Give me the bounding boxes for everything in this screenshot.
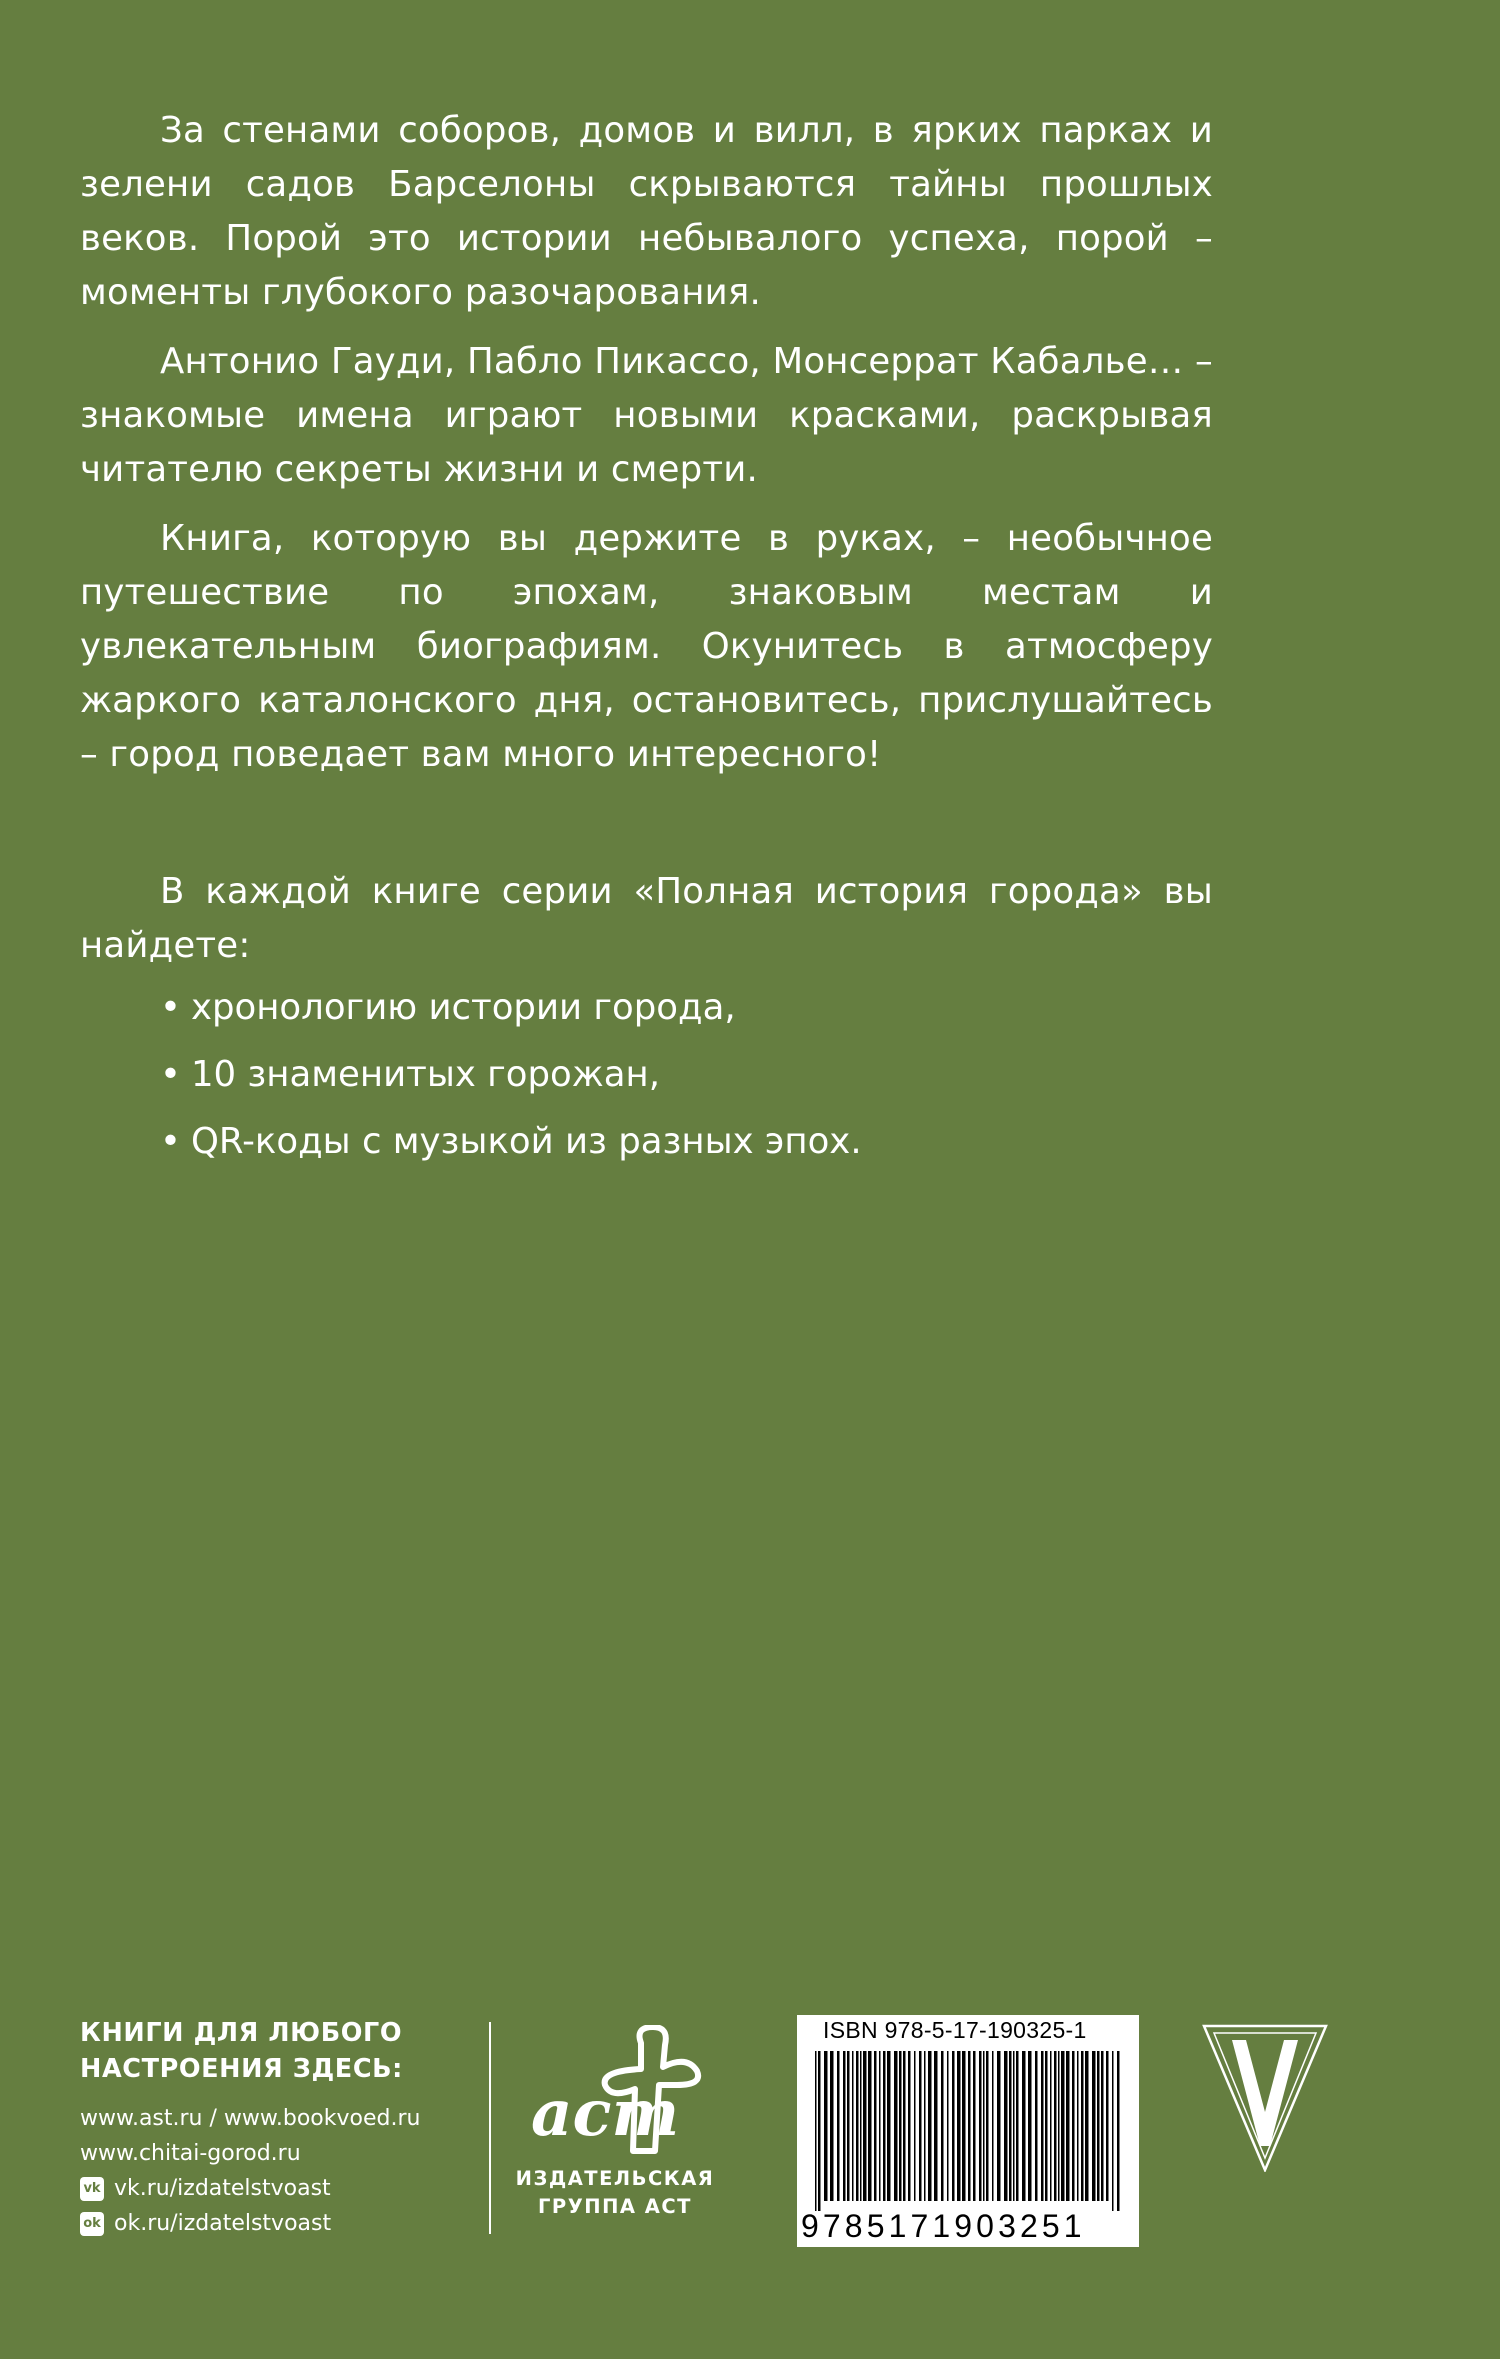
barcode-bar	[879, 2051, 881, 2201]
barcode-bar	[1035, 2051, 1038, 2201]
barcode-bar	[1072, 2051, 1075, 2201]
barcode-bar	[1061, 2051, 1065, 2201]
barcode-bar	[1085, 2051, 1089, 2201]
v-logo-icon	[1202, 2024, 1328, 2172]
publisher-logo	[515, 2025, 715, 2221]
barcode-bar	[962, 2051, 966, 2201]
barcode-bar	[1077, 2051, 1079, 2201]
barcode-bar	[883, 2051, 886, 2201]
ast-logo-icon	[523, 2025, 708, 2155]
barcode-bar	[1028, 2051, 1032, 2201]
links-heading	[80, 2015, 460, 2087]
barcode-bar	[934, 2051, 938, 2201]
barcode-bar	[997, 2051, 1001, 2201]
barcode-bar	[1054, 2051, 1057, 2201]
barcode-bar	[1045, 2051, 1048, 2201]
barcode-bar	[1092, 2051, 1096, 2201]
barcode-bar	[1101, 2051, 1104, 2201]
feature-text: QR-коды с музыкой из разных эпох.	[190, 1121, 862, 1162]
barcode-bar	[874, 2051, 877, 2201]
barcode-bar	[1013, 2051, 1015, 2201]
bullet-icon: •	[160, 987, 181, 1028]
publisher-links	[80, 2015, 460, 2241]
barcode-bar	[947, 2051, 949, 2201]
barcode-bar	[860, 2051, 862, 2201]
links-heading-line: КНИГИ ДЛЯ ЛЮБОГО	[80, 2018, 403, 2048]
barcode-bar	[1112, 2051, 1114, 2211]
feature-text: 10 знаменитых горожан,	[190, 1054, 661, 1095]
publisher-caption-line: ГРУППА АСТ	[538, 2195, 692, 2218]
barcode-bar	[843, 2051, 846, 2201]
barcode-bar	[1022, 2051, 1026, 2201]
bullet-icon: •	[160, 1054, 181, 1095]
barcode-bar	[894, 2051, 898, 2201]
barcode-bar	[908, 2051, 911, 2201]
barcode-bar	[887, 2051, 891, 2201]
vk-icon: vk	[80, 2177, 104, 2201]
vk-link-row[interactable]	[80, 2171, 460, 2206]
barcode-bar	[1058, 2051, 1060, 2201]
links-heading-line: НАСТРОЕНИЯ ЗДЕСЬ:	[80, 2054, 403, 2084]
list-item	[160, 981, 1213, 1035]
isbn-label: ISBN 978-5-17-190325-1	[823, 2017, 1087, 2043]
barcode-bar	[830, 2051, 834, 2201]
barcode-bar	[914, 2051, 916, 2201]
bullet-icon: •	[160, 1121, 181, 1162]
divider	[489, 2022, 491, 2234]
feature-list	[80, 981, 1213, 1169]
barcode-bar	[847, 2051, 850, 2201]
barcode-bar	[979, 2051, 982, 2201]
logo-text: аст	[531, 2076, 680, 2151]
list-item	[160, 1115, 1213, 1169]
vk-link[interactable]: vk.ru/izdatelstvoast	[114, 2176, 331, 2201]
barcode-bar	[924, 2051, 926, 2201]
barcode-bar	[1117, 2051, 1120, 2211]
description-paragraph: Антонио Гауди, Пабло Пикассо, Монсеррат Кабалье… – знакомые имена играют новыми красками, раскрывая читателю секреты жизни и смерти.	[80, 341, 1213, 490]
barcode-bar	[986, 2051, 989, 2201]
barcode-bar	[1066, 2051, 1070, 2201]
description-paragraph: За стенами соборов, домов и вилл, в ярких парках и зелени садов Барселоны скрываются тайны прошлых веков. Порой это истории небывалого успеха, порой – моменты глубокого разочарования.	[80, 110, 1213, 313]
website-links[interactable]: www.ast.ru / www.bookvoed.ru	[80, 2106, 421, 2131]
barcode-bar	[941, 2051, 944, 2201]
description-paragraph: Книга, которую вы держите в руках, – необычное путешествие по эпохам, знаковым местам и увлекательным биографиям. Окунитесь в атмосферу жаркого каталонского дня, остановитесь, прислушайтесь – город поведает вам много интересного!	[80, 518, 1213, 775]
barcode-bar	[968, 2051, 971, 2201]
back-cover-text	[80, 104, 1213, 1182]
barcode-bar	[868, 2051, 872, 2201]
barcode-bar	[1004, 2051, 1008, 2201]
barcode-bar	[983, 2051, 985, 2201]
barcode-bar	[863, 2051, 867, 2201]
barcode-bar	[852, 2051, 854, 2201]
publisher-caption-line: ИЗДАТЕЛЬСКАЯ	[515, 2167, 715, 2190]
barcode-bar	[952, 2051, 955, 2201]
barcode-bar	[1041, 2051, 1044, 2201]
ok-icon: ok	[80, 2212, 104, 2236]
barcode-bar	[919, 2051, 922, 2201]
barcode-bar	[973, 2051, 976, 2201]
barcode-bar	[992, 2051, 994, 2201]
isbn-barcode	[797, 2015, 1139, 2247]
barcode-digits: 9785171903251	[801, 2208, 1086, 2244]
barcode-bars	[815, 2051, 1121, 2211]
barcode-bar	[1009, 2051, 1012, 2201]
barcode-bar	[1106, 2051, 1109, 2201]
barcode-bar	[957, 2051, 961, 2201]
ok-link-row[interactable]	[80, 2206, 460, 2241]
barcode-bar	[899, 2051, 902, 2201]
ok-link[interactable]: ok.ru/izdatelstvoast	[114, 2211, 332, 2236]
barcode-bar	[837, 2051, 840, 2201]
website-link[interactable]: www.chitai-gorod.ru	[80, 2141, 301, 2166]
series-intro: В каждой книге серии «Полная история города» вы найдете:	[80, 871, 1213, 966]
feature-text: хронологию истории города,	[190, 987, 736, 1028]
publisher-caption	[515, 2165, 715, 2221]
list-item	[160, 1048, 1213, 1102]
barcode-bar	[903, 2051, 906, 2201]
barcode-bar	[928, 2051, 932, 2201]
barcode-bar	[818, 2051, 821, 2211]
barcode-bar	[856, 2051, 859, 2201]
barcode-bar	[815, 2051, 817, 2211]
barcode-bar	[824, 2051, 828, 2201]
barcode-bar	[1097, 2051, 1100, 2201]
barcode-bar	[1081, 2051, 1084, 2201]
barcode-bar	[1016, 2051, 1019, 2201]
barcode-bar	[1050, 2051, 1052, 2201]
